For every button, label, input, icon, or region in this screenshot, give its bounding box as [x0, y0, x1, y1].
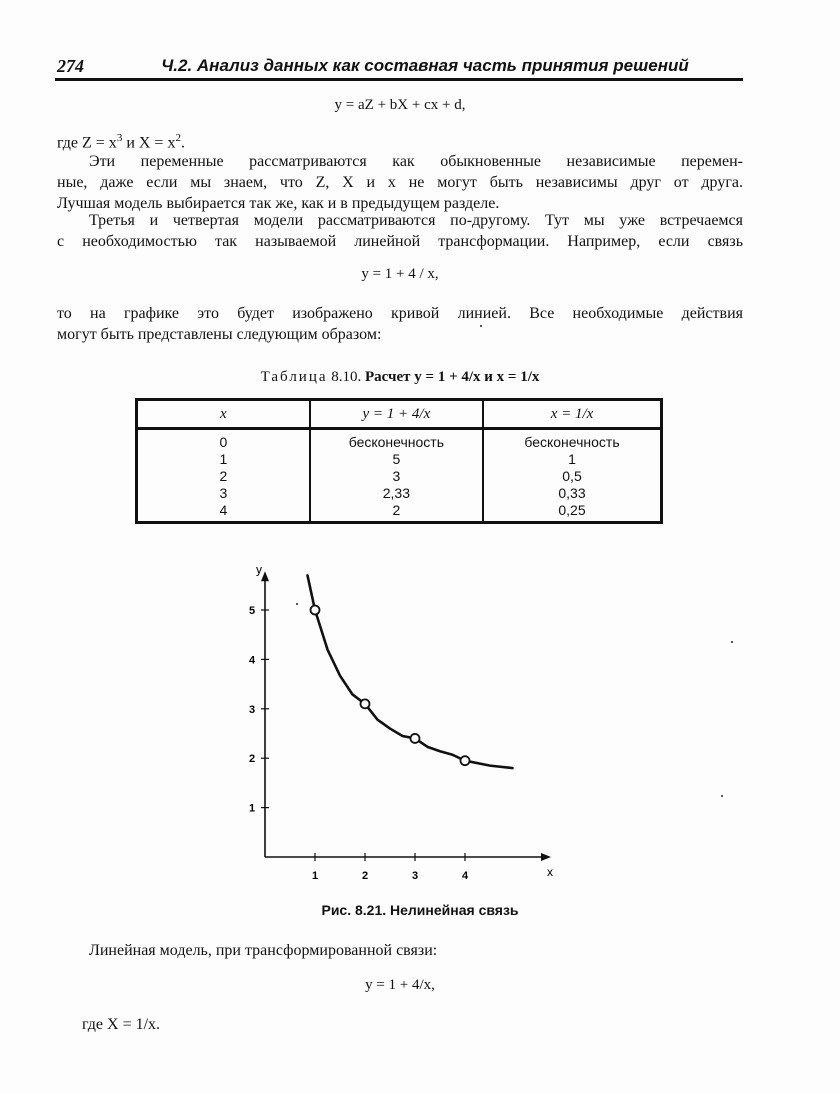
y-axis-label: y [256, 562, 262, 577]
x-tick-label: 2 [362, 870, 369, 882]
where-definition: где $Z = x^3$ и $X = x^2$. [57, 132, 185, 152]
table-cell: бесконечность [524, 434, 620, 450]
table-cell: 3 [310, 468, 483, 485]
table-header-x: x [137, 400, 310, 429]
data-point [361, 699, 370, 708]
table-cell: 2,33 [310, 485, 483, 502]
where-inverse: где X = 1/x. [82, 1016, 161, 1033]
nonlinear-chart [240, 560, 553, 890]
x-tick-label: 3 [412, 870, 419, 882]
table-row [137, 429, 662, 452]
page-header [55, 54, 743, 81]
paragraph-line: то на графике это будет изображено кривой линией. Все необходимые действия [57, 305, 743, 322]
y-tick-label: 5 [249, 605, 256, 617]
table-row [137, 502, 662, 523]
formula-cubic: y = aZ + bX + cx + d, [334, 97, 466, 113]
page-number: 274 [57, 56, 84, 76]
chart-series [308, 575, 513, 768]
paragraph-linear-model: Линейная модель, при трансформированной связи: [89, 942, 438, 959]
table-cell: 2 [310, 502, 483, 523]
table-cell: 0,33 [558, 485, 586, 501]
paragraph-transformation [57, 210, 743, 252]
table-cell: 0 [137, 429, 310, 452]
table-cell: 1 [568, 451, 576, 467]
data-point [411, 734, 420, 743]
table-header-y: y = 1 + 4/x [310, 400, 483, 429]
calculation-table [135, 398, 663, 524]
chart-axes [256, 562, 553, 879]
print-speck [480, 325, 482, 327]
figure-caption: Рис. 8.21. Нелинейная связь [321, 902, 519, 918]
x-axis-arrow [541, 853, 551, 861]
y-tick-label: 3 [249, 703, 256, 716]
data-point [461, 756, 470, 765]
paragraph-line: могут быть представлены следующим образом: [57, 326, 382, 343]
print-speck [721, 795, 723, 797]
print-speck [731, 641, 733, 643]
table-row [137, 451, 662, 468]
paragraph-variables [57, 151, 743, 214]
table-cell: 3 [137, 485, 310, 502]
paragraph-line: Лучшая модель выбирается так же, как и в предыдущем разделе. [57, 195, 500, 212]
chart-ticks [249, 605, 469, 882]
formula-transformed: y = 1 + 4/x, [365, 977, 435, 993]
paragraph-line: Эти переменные рассматриваются как обыкновенные независимые перемен- [89, 153, 743, 170]
y-axis-arrow [261, 571, 269, 581]
x-axis-label: x [547, 865, 553, 879]
paragraph-line: с необходимостью так называемой линейной трансформации. Например, если связь [57, 233, 743, 250]
table-cell: 4 [137, 502, 310, 523]
table-cell: 2 [137, 468, 310, 485]
table-cell: 0,25 [558, 502, 586, 518]
paragraph-graph [57, 303, 743, 345]
y-tick-label: 1 [249, 802, 256, 815]
paragraph-line: Третья и четвертая модели рассматриваются по-другому. Тут мы уже встречаемся [89, 212, 743, 229]
print-speck [296, 603, 298, 605]
data-point [311, 606, 320, 615]
y-tick-label: 4 [249, 654, 256, 667]
table-row [137, 485, 662, 502]
formula-hyperbola: y = 1 + 4 / x, [361, 266, 439, 282]
table-cell: бесконечность [310, 429, 483, 452]
table-cell: 0,5 [562, 468, 582, 484]
table-row [137, 468, 662, 485]
table-header-inverse-x: x = 1/x [483, 400, 662, 429]
x-tick-label: 4 [462, 870, 469, 882]
table-cell: 5 [310, 451, 483, 468]
running-title: Ч.2. Анализ данных как составная часть принятия решений [161, 56, 689, 75]
x-tick-label: 1 [312, 870, 319, 882]
y-tick-label: 2 [249, 753, 256, 766]
table-cell: 1 [137, 451, 310, 468]
table-caption: Таблица 8.10. Расчет y = 1 + 4/x и x = 1/x [260, 369, 540, 385]
paragraph-line: ные, даже если мы знаем, что Z, X и x не могут быть независимы друг от друга. [57, 174, 743, 191]
